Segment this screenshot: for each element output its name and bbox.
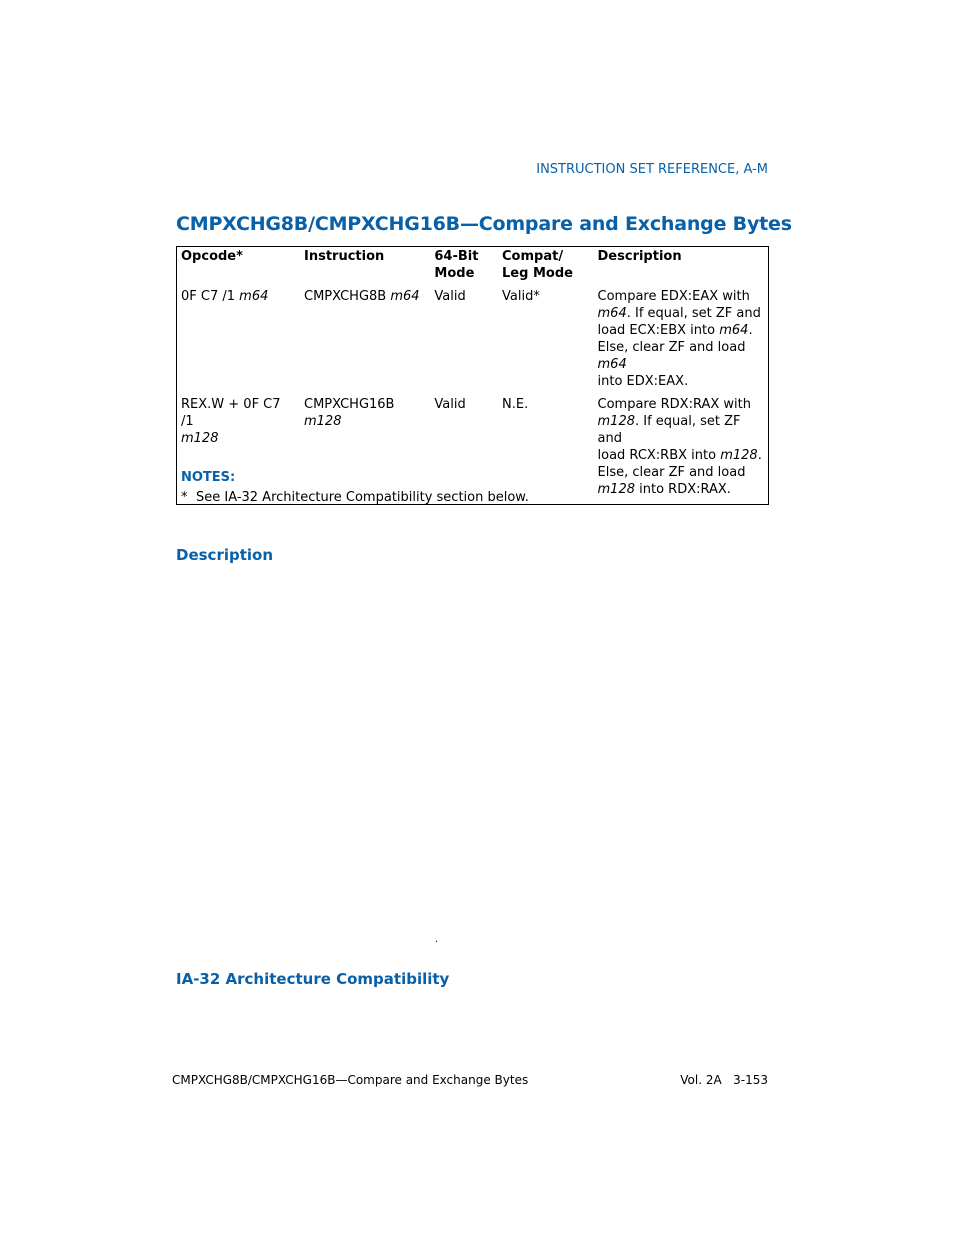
col-description-header: Description [597,249,682,264]
col-compat-header: Compat/ Leg Mode [502,249,573,281]
table-row [177,288,769,396]
compat-cell: N.E. [502,397,529,412]
compat-cell: Valid* [502,289,540,304]
description-cell: Compare EDX:EAX with m64. If equal, set ZF and load ECX:EBX into m64. Else, clear ZF and load m64 into EDX:EAX. [597,289,761,389]
description-cell: Compare RDX:RAX with m128. If equal, set ZF and load RCX:RBX into m128. Else, clear ZF and load m128 into RDX:RAX. [597,397,762,497]
note-line [181,490,529,505]
footer-title: CMPXCHG8B/CMPXCHG16B—Compare and Exchange Bytes [172,1073,529,1087]
footer-page-number: Vol. 2A 3-153 [680,1073,768,1087]
table-row [177,396,769,505]
instruction-cell: CMPXCHG8B m64 [304,289,420,304]
description-heading: Description [176,546,274,564]
mode64-cell: Valid [434,289,466,304]
page-title: CMPXCHG8B/CMPXCHG16B—Compare and Exchange Bytes [176,213,792,235]
col-instruction-header: Instruction [304,249,385,264]
stray-dot: . [435,934,439,945]
col-opcode-header: Opcode* [181,249,243,264]
mode64-cell: Valid [434,397,466,412]
running-header: INSTRUCTION SET REFERENCE, A-M [536,162,768,177]
opcode-table [176,246,769,505]
table-header-row [177,247,769,289]
opcode-cell: REX.W + 0F C7 /1 m128 [181,397,281,446]
instruction-cell: CMPXCHG16B m128 [304,397,395,429]
note-marker: * [181,490,188,505]
compat-heading: IA-32 Architecture Compatibility [176,970,450,988]
notes-label: NOTES: [181,470,236,485]
opcode-cell: 0F C7 /1 m64 [181,289,269,304]
note-text: See IA-32 Architecture Compatibility section below. [196,490,529,505]
col-64bit-header: 64-Bit Mode [434,249,479,281]
